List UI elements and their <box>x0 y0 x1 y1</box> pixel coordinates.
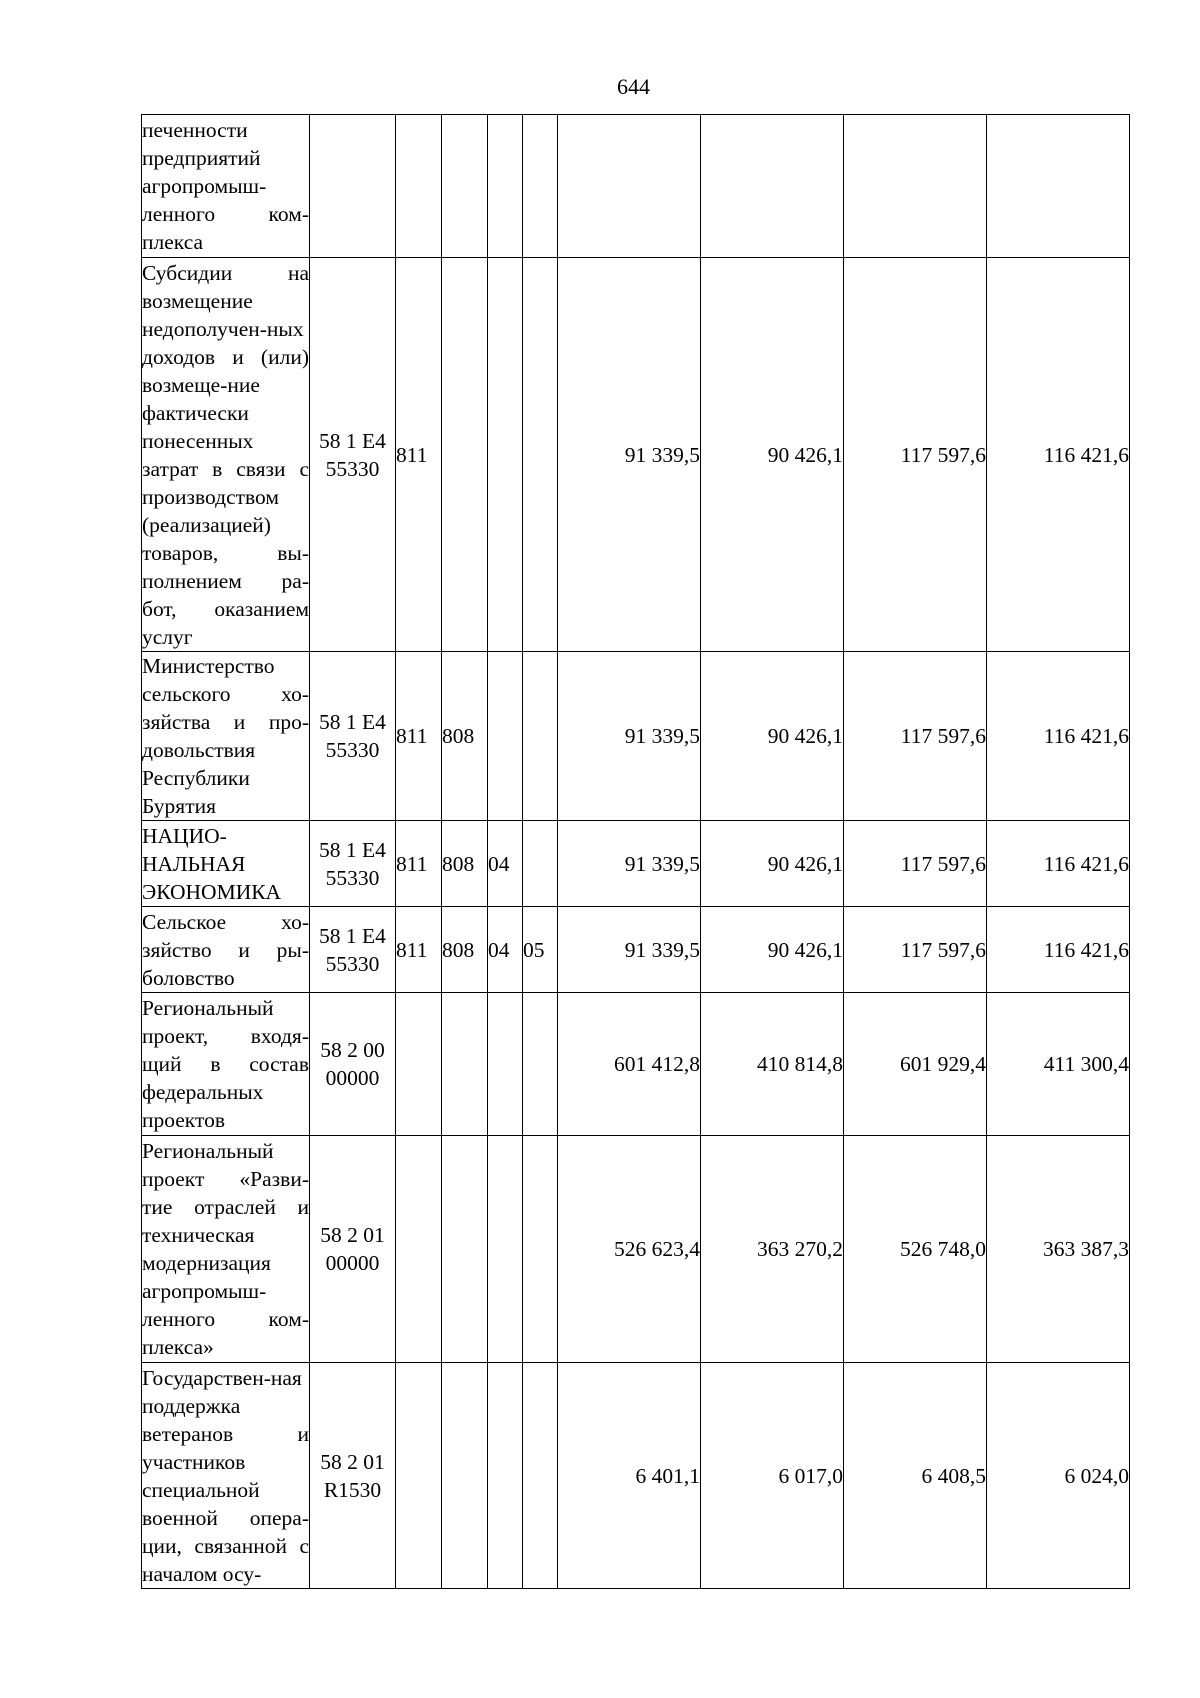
grbs-code <box>396 993 442 1136</box>
amount-cell <box>558 115 701 258</box>
subsection-code: 04 <box>488 907 523 993</box>
amount-cell: 90 426,1 <box>701 821 844 907</box>
expense-type-code <box>523 258 558 652</box>
row-name: Региональный проект, входя-щий в состав федеральных проектов <box>142 993 310 1136</box>
row-name: НАЦИО-НАЛЬНАЯ ЭКОНОМИКА <box>142 821 310 907</box>
target-article-code: 58 2 00 00000 <box>310 993 396 1136</box>
table-row <box>142 115 1130 258</box>
target-article-code: 58 1 Е4 55330 <box>310 258 396 652</box>
amount-cell: 6 408,5 <box>844 1363 987 1589</box>
target-article-code <box>310 115 396 258</box>
section-code <box>442 993 488 1136</box>
subsection-code: 04 <box>488 821 523 907</box>
table-row <box>142 821 1130 907</box>
section-code <box>442 258 488 652</box>
grbs-code <box>396 1136 442 1363</box>
amount-cell: 116 421,6 <box>987 258 1130 652</box>
amount-cell: 410 814,8 <box>701 993 844 1136</box>
row-name: Государствен-ная поддержка ветеранов и участников специальной военной опера-ции, связанной с началом осу- <box>142 1363 310 1589</box>
amount-cell <box>987 115 1130 258</box>
target-article-code: 58 1 Е4 55330 <box>310 652 396 821</box>
amount-cell: 91 339,5 <box>558 821 701 907</box>
section-code: 808 <box>442 907 488 993</box>
expense-type-code <box>523 1363 558 1589</box>
table-row <box>142 1363 1130 1589</box>
amount-cell: 117 597,6 <box>844 652 987 821</box>
grbs-code <box>396 1363 442 1589</box>
budget-table <box>141 114 1130 1589</box>
row-name: печенности предприятий агропромыш-ленного ком-плекса <box>142 115 310 258</box>
target-article-code: 58 1 Е4 55330 <box>310 821 396 907</box>
table-row <box>142 652 1130 821</box>
subsection-code <box>488 1136 523 1363</box>
section-code <box>442 1136 488 1363</box>
amount-cell: 91 339,5 <box>558 907 701 993</box>
expense-type-code: 05 <box>523 907 558 993</box>
grbs-code: 811 <box>396 907 442 993</box>
row-name: Региональный проект «Разви-тие отраслей и техническая модернизация агропромыш-ленного ком-плекса» <box>142 1136 310 1363</box>
amount-cell: 90 426,1 <box>701 907 844 993</box>
target-article-code: 58 2 01 R1530 <box>310 1363 396 1589</box>
grbs-code <box>396 115 442 258</box>
grbs-code: 811 <box>396 821 442 907</box>
target-article-code: 58 2 01 00000 <box>310 1136 396 1363</box>
subsection-code <box>488 115 523 258</box>
target-article-code: 58 1 Е4 55330 <box>310 907 396 993</box>
amount-cell: 90 426,1 <box>701 652 844 821</box>
subsection-code <box>488 258 523 652</box>
page-number: 644 <box>617 74 650 99</box>
amount-cell: 6 024,0 <box>987 1363 1130 1589</box>
amount-cell: 116 421,6 <box>987 652 1130 821</box>
subsection-code <box>488 993 523 1136</box>
section-code: 808 <box>442 821 488 907</box>
table-row <box>142 907 1130 993</box>
amount-cell: 91 339,5 <box>558 258 701 652</box>
row-name: Сельское хо-зяйство и ры-боловство <box>142 907 310 993</box>
table-row <box>142 1136 1130 1363</box>
grbs-code: 811 <box>396 258 442 652</box>
table-row <box>142 993 1130 1136</box>
amount-cell: 363 387,3 <box>987 1136 1130 1363</box>
amount-cell <box>844 115 987 258</box>
amount-cell: 411 300,4 <box>987 993 1130 1136</box>
amount-cell: 601 412,8 <box>558 993 701 1136</box>
amount-cell: 6 017,0 <box>701 1363 844 1589</box>
row-name: Министерство сельского хо-зяйства и про-довольствия Республики Бурятия <box>142 652 310 821</box>
amount-cell: 526 748,0 <box>844 1136 987 1363</box>
subsection-code <box>488 652 523 821</box>
expense-type-code <box>523 993 558 1136</box>
amount-cell: 601 929,4 <box>844 993 987 1136</box>
row-name: Субсидии на возмещение недополучен-ных доходов и (или) возмеще-ние фактически понесенных затрат в связи с производством (реализацией) товаров, вы-полнением ра-бот, оказанием услуг <box>142 258 310 652</box>
amount-cell: 117 597,6 <box>844 907 987 993</box>
subsection-code <box>488 1363 523 1589</box>
amount-cell: 117 597,6 <box>844 258 987 652</box>
amount-cell: 526 623,4 <box>558 1136 701 1363</box>
table-row <box>142 258 1130 652</box>
amount-cell <box>701 115 844 258</box>
section-code <box>442 1363 488 1589</box>
expense-type-code <box>523 821 558 907</box>
amount-cell: 117 597,6 <box>844 821 987 907</box>
amount-cell: 90 426,1 <box>701 258 844 652</box>
expense-type-code <box>523 652 558 821</box>
grbs-code: 811 <box>396 652 442 821</box>
amount-cell: 116 421,6 <box>987 821 1130 907</box>
amount-cell: 116 421,6 <box>987 907 1130 993</box>
expense-type-code <box>523 115 558 258</box>
amount-cell: 363 270,2 <box>701 1136 844 1363</box>
section-code: 808 <box>442 652 488 821</box>
amount-cell: 6 401,1 <box>558 1363 701 1589</box>
amount-cell: 91 339,5 <box>558 652 701 821</box>
expense-type-code <box>523 1136 558 1363</box>
section-code <box>442 115 488 258</box>
